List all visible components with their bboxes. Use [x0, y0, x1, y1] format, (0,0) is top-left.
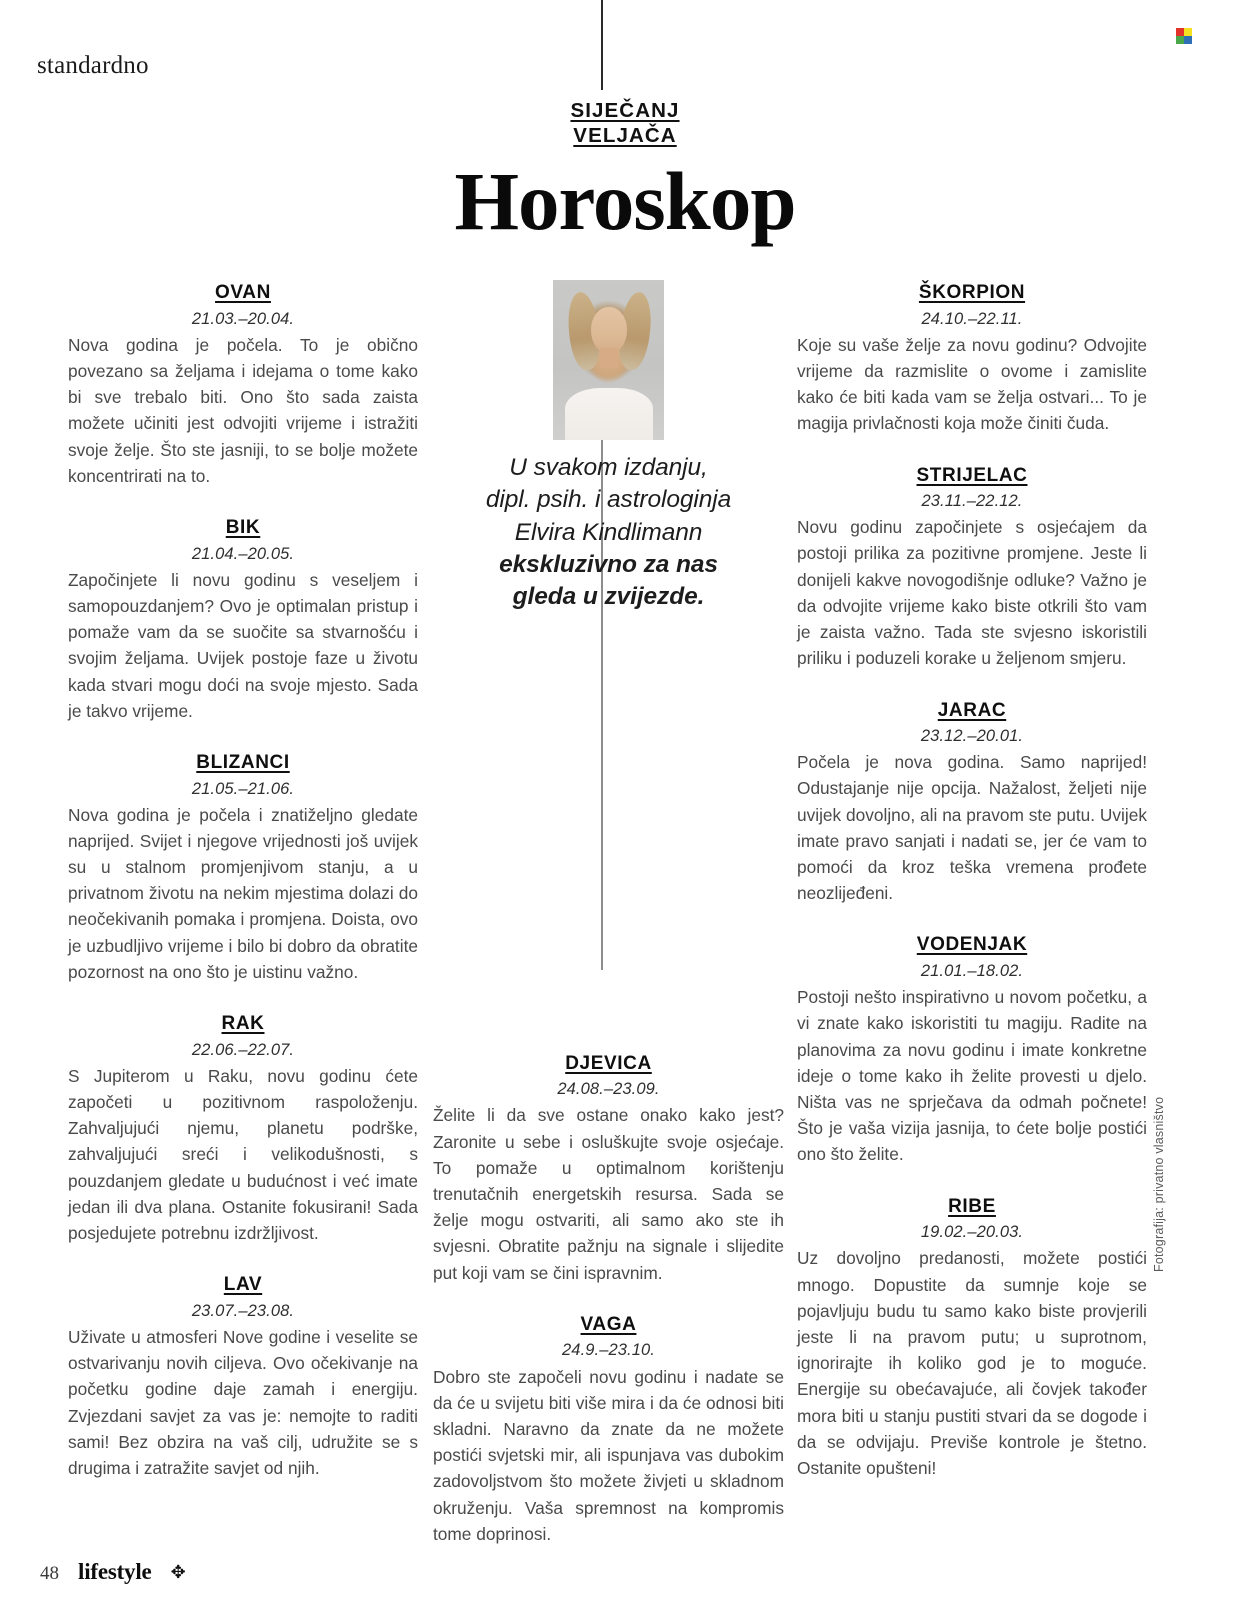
- sign-name: ŠKORPION: [918, 282, 1026, 303]
- page-title: Horoskop: [454, 155, 796, 247]
- sign-name: RIBE: [948, 1195, 996, 1217]
- caption-line-4: ekskluzivno za nas: [499, 550, 718, 578]
- sign-dates: 24.9.–23.10.: [562, 1341, 655, 1360]
- sign-text: Želite li da sve ostane onako kako jest? Zaronite u sebe i osluškujte svoje osjećaje. To pomaže u optimalnom korištenju trenutačnih energetskih resursa. Sada se želje mogu ostvariti, ali samo ako ste ih svjesni. Obratite pažnju na signale i slijedite put koji vam se čini ispravnim.: [433, 1105, 784, 1283]
- brand-wordmark: lifestyle: [78, 1559, 152, 1584]
- sign-text: S Jupiterom u Raku, novu godinu ćete započeti u pozitivnom raspoloženju. Zahvaljujući njemu, planetu podrške, zahvaljujući sreći i velikodušnosti, s pouzdanjem gledate u budućnost i već imate jedan ili dva plana. Ostanite fokusirani! Sada posjedujete potrebnu izdržljivost.: [68, 1065, 418, 1244]
- page-footer: [40, 1559, 186, 1585]
- masthead: [0, 98, 1250, 247]
- photo-credit: Fotografija: privatno vlasništvo: [1152, 1096, 1166, 1272]
- sign-dates: 21.01.–18.02.: [920, 962, 1024, 981]
- sign-text: Nova godina je počela. To je obično povezano sa željama i idejama o tome kako bi sve trebalo biti. Ono što sada zaista možete učiniti jest odvojiti vrijeme i istražiti svoje želje. Što ste jasniji, to se bolje možete koncentrirati na to.: [68, 334, 418, 486]
- sign-name: DJEVICA: [565, 1052, 652, 1074]
- sign-name: VAGA: [580, 1313, 637, 1335]
- sign-block-vaga: [433, 1312, 784, 1547]
- sign-name: BLIZANCI: [196, 751, 290, 773]
- sign-dates: 19.02.–20.03.: [920, 1223, 1024, 1242]
- caption-line-3: Elvira Kindlimann: [514, 518, 703, 546]
- sign-block-strijelac: [797, 463, 1147, 672]
- astrologer-photo-block: [433, 280, 784, 614]
- sign-name: LAV: [223, 1274, 263, 1296]
- sign-block-jarac: [797, 698, 1147, 907]
- sign-text: Postoji nešto inspirativno u novom početku, a vi znate kako iskoristiti tu magiju. Radite na planovima za novu godinu i imate konkretne ideje o tome kako ih želite provesti u djelo. Ništa vas ne sprječava da odmah počnete! Što je vaša vizija jasnija, to ćete bolje postići ono što želite.: [797, 987, 1147, 1165]
- sign-text: Nova godina je počela i znatiželjno gledate naprijed. Svijet i njegove vrijednosti još uvijek su u stalnom promjenjivom stanju, a u privatnom životu na nekim mjestima dolazi do neočekivanih pomaka i promjena. Doista, ovo je uzbudljivo vrijeme i bilo bi dobro da obratite pozornost na ono što je uistinu važno.: [68, 804, 418, 982]
- caption-line-5: gleda u zvijezde.: [512, 583, 705, 611]
- astrologer-caption: [433, 452, 784, 614]
- sign-name: JARAC: [937, 699, 1007, 721]
- sign-dates: 23.11.–22.12.: [921, 492, 1023, 511]
- sign-name: OVAN: [215, 282, 271, 303]
- sign-name: BIK: [225, 516, 261, 538]
- section-kicker: standardno: [37, 52, 149, 79]
- sign-block-skorpion: [797, 280, 1147, 437]
- sign-text: Novu godinu započinjete s osjećajem da postoji prilika za pozitivne promjene. Jeste li donijeli kakve novogodišnje odluke? Važno je da odvojite vrijeme kako biste otkrili što vam je zaista važno. Tada ste svjesno iskoristili priliku i poduzeli korake u željenom smjeru.: [797, 517, 1147, 669]
- month-line-2: VELJAČA: [573, 124, 677, 147]
- sign-dates: 23.07.–23.08.: [191, 1301, 295, 1320]
- middle-lower-signs: [433, 1051, 784, 1547]
- sign-dates: 21.04.–20.05.: [191, 544, 295, 563]
- registration-color-mark: [1176, 28, 1192, 44]
- sign-dates: 24.08.–23.09.: [557, 1080, 660, 1099]
- sign-dates: 22.06.–22.07.: [191, 1040, 295, 1059]
- sign-text: Uz dovoljno predanosti, možete postići mnogo. Dopustite da sumnje koje se pojavljuju budu tu samo kako biste provjerili jeste li na pravom putu; u suprotnom, ignorirajte ih koliko god je to moguće. Energije su obećavajuće, ali čovjek također mora biti u stanju pustiti stvari da se dogode i da se odvijaju. Previše kontrole je štetno. Ostanite opušteni!: [797, 1248, 1147, 1478]
- sign-dates: 23.12.–20.01.: [920, 727, 1024, 746]
- sign-name: STRIJELAC: [916, 464, 1028, 486]
- caption-line-1: U svakom izdanju,: [509, 454, 708, 481]
- sign-dates: 21.05.–21.06.: [191, 779, 295, 798]
- caption-line-2: dipl. psih. i astrologinja: [485, 486, 732, 514]
- sign-text: Dobro ste započeli novu godinu i nadate se da će u svijetu biti više mira i da će odnosi biti skladni. Naravno da znate da ne možete postići svjetski mir, ali ispunjava vas dubokim zadovoljstvom što možete živjeti u skladnom okruženju. Vaša spremnost na kompromis tome doprinosi.: [433, 1366, 784, 1544]
- sign-text: Počela je nova godina. Samo naprijed! Odustajanje nije opcija. Nažalost, željeti nije uvijek dovoljno, ali na pravom ste putu. Uvijek imate pravo sanjati i nadati se, jer će vam to pomoći da kroz teška vremena prođete neozlijeđeni.: [797, 752, 1147, 904]
- sign-block-ribe: [797, 1194, 1147, 1482]
- column-right: [797, 280, 1147, 1481]
- sign-block-blizanci: [68, 750, 418, 985]
- sign-block-rak: [68, 1011, 418, 1246]
- sign-block-bik: [68, 515, 418, 724]
- sign-block-djevica: [433, 1051, 784, 1286]
- sign-name: VODENJAK: [916, 934, 1028, 956]
- month-line-1: SIJEČANJ: [570, 99, 680, 122]
- sign-block-ovan: [68, 280, 418, 489]
- sign-dates: 24.10.–22.11.: [921, 309, 1023, 328]
- brand-flower-icon: ✥: [170, 1562, 186, 1582]
- sign-text: Koje su vaše želje za novu godinu? Odvojite vrijeme da razmislite o ovome i zamislite kako će biti kada vam se želja ostvari... To je magija privlačnosti koja može činiti čuda.: [797, 334, 1147, 434]
- column-middle: [433, 280, 784, 1547]
- header-vertical-rule: [601, 0, 603, 90]
- page-number: 48: [40, 1563, 59, 1584]
- sign-text: Uživate u atmosferi Nove godine i veselite se ostvarivanju novih ciljeva. Ovo očekivanje na početku godine daje zamah i energiju. Zvjezdani savjet za vas je: nemojte to raditi sami! Bez obzira na vaš cilj, udružite se s drugima i zatražite savjet od njih.: [68, 1326, 418, 1478]
- sign-text: Započinjete li novu godinu s veseljem i samopouzdanjem? Ovo je optimalan pristup i pomaže vam da se suočite sa stvarnošću i svojim željama. Uvijek postoje faze u životu kada stvari mogu doći na svoje mjesto. Sada je takvo vrijeme.: [68, 569, 418, 721]
- column-left: [68, 280, 418, 1481]
- astrologer-portrait-photo: [553, 280, 664, 440]
- sign-dates: 21.03.–20.04.: [191, 309, 295, 328]
- sign-block-vodenjak: [797, 932, 1147, 1167]
- sign-name: RAK: [221, 1013, 265, 1035]
- sign-block-lav: [68, 1272, 418, 1481]
